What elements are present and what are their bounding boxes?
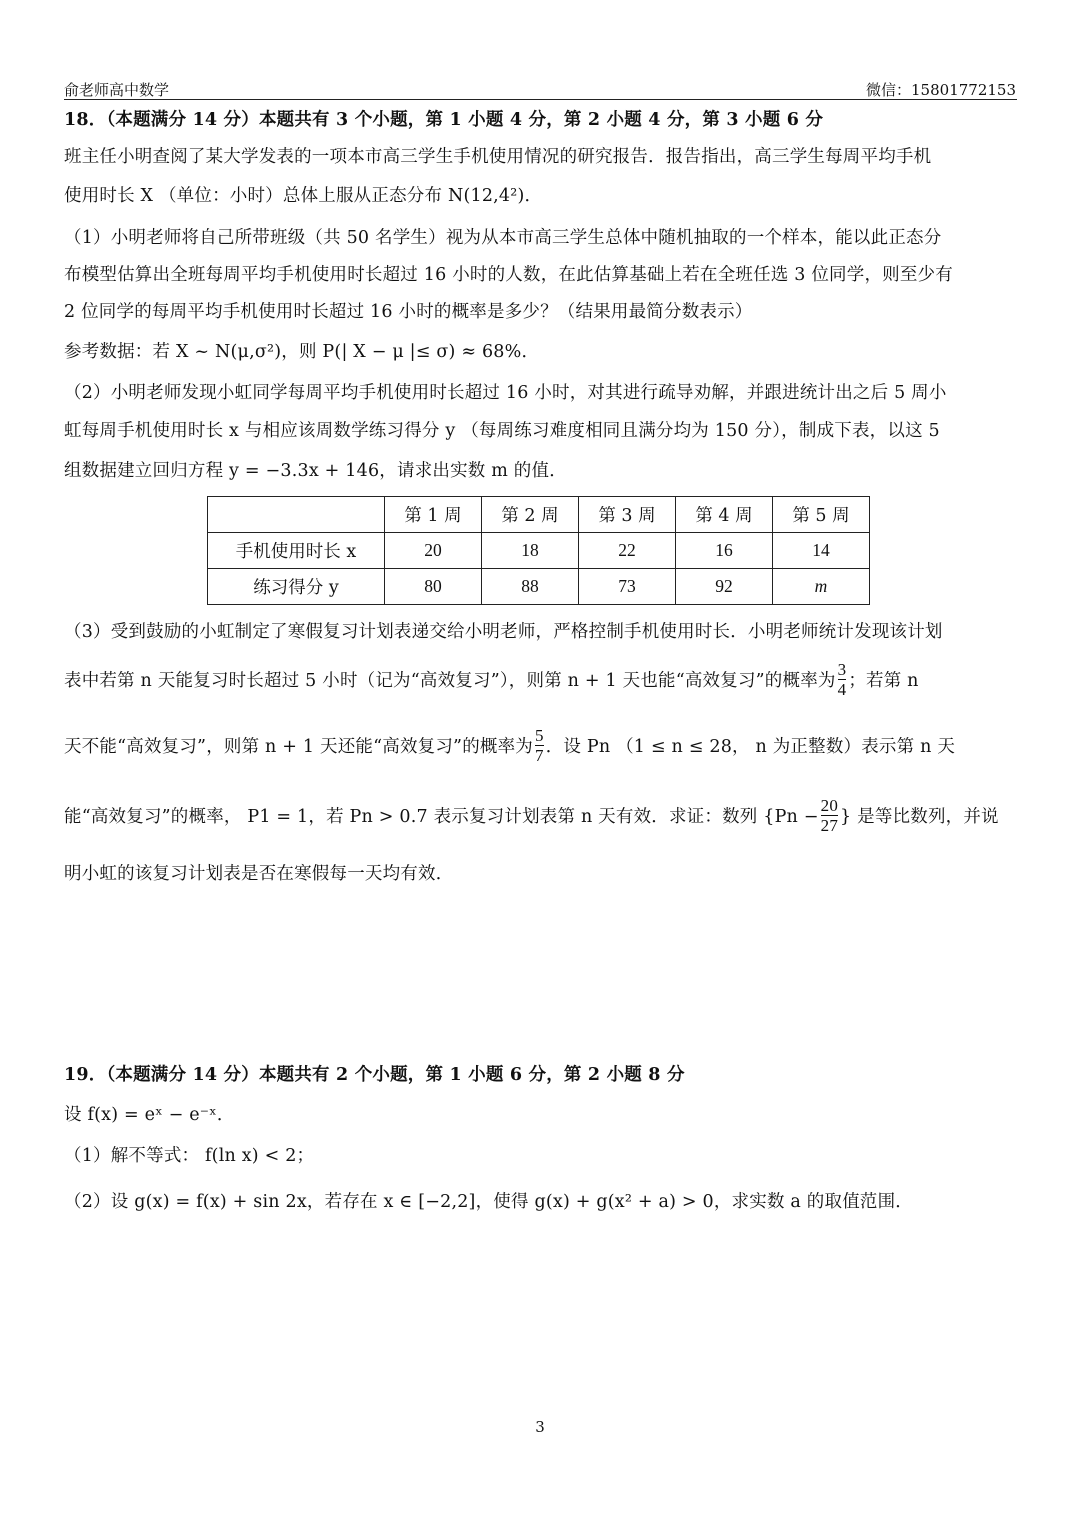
fraction-denominator: 4: [837, 680, 847, 699]
table-cell: 第 4 周: [676, 497, 773, 533]
q18-part1-line3: 2 位同学的每周平均手机使用时长超过 16 小时的概率是多少？（结果用最简分数表示）: [64, 302, 753, 322]
q19-part1: （1）解不等式： f(ln x) < 2；: [64, 1146, 315, 1166]
fraction-five-sevenths: [535, 726, 544, 765]
table-cell: 20: [385, 533, 482, 569]
table-cell: 第 1 周: [385, 497, 482, 533]
q18-part3-line4: [64, 796, 999, 835]
fraction-twenty-over-twentyseven: [821, 796, 838, 835]
table-cell: 14: [773, 533, 870, 569]
page-number: 3: [535, 1418, 545, 1436]
q18-part2-line1: （2）小明老师发现小虹同学每周平均手机使用时长超过 16 小时，对其进行疏导劝解，并跟进统计出之后 5 周小: [64, 383, 947, 403]
table-cell: 手机使用时长 x: [208, 533, 385, 569]
table-cell: 第 2 周: [482, 497, 579, 533]
q19-part2: （2）设 g(x) = f(x) + sin 2x，若存在 x ∈ [−2,2]，使得 g(x) + g(x² + a) > 0，求实数 a 的取值范围．: [64, 1192, 913, 1212]
fraction-three-quarters: [838, 660, 847, 699]
q18-part3-line2: [64, 660, 919, 699]
q18-intro-line1: 班主任小明查阅了某大学发表的一项本市高三学生手机使用情况的研究报告．报告指出，高三学生每周平均手机: [64, 147, 932, 167]
q18-part1-line1: （1）小明老师将自己所带班级（共 50 名学生）视为从本市高三学生总体中随机抽取的一个样本，能以此正态分: [64, 228, 942, 248]
header-right: 微信：15801772153: [866, 81, 1016, 99]
table-cell: 练习得分 y: [208, 569, 385, 605]
table-cell: 92: [676, 569, 773, 605]
table-header-row: [208, 497, 870, 533]
table-cell: 88: [482, 569, 579, 605]
table-cell: 16: [676, 533, 773, 569]
q18-part3-line4-tail: } 是等比数列，并说: [840, 807, 999, 827]
q18-part3-line4-text: 能“高效复习”的概率， P1 = 1，若 Pn > 0.7 表示复习计划表第 n 天有效．求证：数列 {Pn −: [64, 807, 819, 827]
q18-intro-line2: 使用时长 X （单位：小时）总体上服从正态分布 N(12,4²)．: [64, 186, 543, 206]
q18-part3-line2-tail: ；若第 n: [848, 671, 919, 691]
fraction-numerator: 5: [535, 726, 544, 745]
q19-definition: 设 f(x) = eˣ − e⁻ˣ．: [64, 1105, 235, 1125]
header-rule: [64, 99, 1017, 100]
fraction-numerator: 3: [837, 660, 847, 679]
q18-part2-line3: 组数据建立回归方程 y = −3.3x + 146，请求出实数 m 的值．: [64, 461, 567, 481]
q18-part2-line2: 虹每周手机使用时长 x 与相应该周数学练习得分 y （每周练习难度相同且满分均为 150 分），制成下表，以这 5: [64, 421, 940, 441]
q18-part3-line2-text: 表中若第 n 天能复习时长超过 5 小时（记为“高效复习”），则第 n + 1 天也能“高效复习”的概率为: [64, 671, 836, 691]
q18-part3-line3: [64, 726, 955, 765]
table-cell: 第 3 周: [579, 497, 676, 533]
fraction-numerator: 20: [820, 796, 839, 815]
table-cell: 22: [579, 533, 676, 569]
table-cell: 第 5 周: [773, 497, 870, 533]
table-row: [208, 569, 870, 605]
q18-part3-line5: 明小虹的该复习计划表是否在寒假每一天均有效．: [64, 864, 454, 884]
q19-title: 19．（本题满分 14 分）本题共有 2 个小题，第 1 小题 6 分，第 2 小题 8 分: [64, 1065, 685, 1085]
table-cell: 80: [385, 569, 482, 605]
q18-part3-line3-tail: ．设 Pn （1 ≤ n ≤ 28， n 为正整数）表示第 n 天: [545, 737, 956, 757]
q18-title: 18．（本题满分 14 分）本题共有 3 个小题，第 1 小题 4 分，第 2 小题 4 分，第 3 小题 6 分: [64, 110, 824, 130]
q18-part3-line1: （3）受到鼓励的小虹制定了寒假复习计划表递交给小明老师，严格控制手机使用时长．小明老师统计发现该计划: [64, 622, 943, 642]
q18-part1-line2: 布模型估算出全班每周平均手机使用时长超过 16 小时的人数，在此估算基础上若在全班任选 3 位同学，则至少有: [64, 265, 953, 285]
data-table: [207, 496, 870, 605]
table-cell: m: [773, 569, 870, 605]
fraction-denominator: 27: [820, 816, 839, 835]
table-row: [208, 533, 870, 569]
table-cell: 18: [482, 533, 579, 569]
fraction-denominator: 7: [535, 746, 544, 765]
q18-reference-data: 参考数据：若 X ~ N(μ,σ²)，则 P(| X − μ |≤ σ) ≈ 68%．: [64, 342, 540, 362]
q18-part3-line3-text: 天不能“高效复习”，则第 n + 1 天还能“高效复习”的概率为: [64, 737, 534, 757]
table-cell: [208, 497, 385, 533]
table-cell: 73: [579, 569, 676, 605]
header-left: 俞老师高中数学: [64, 81, 170, 99]
